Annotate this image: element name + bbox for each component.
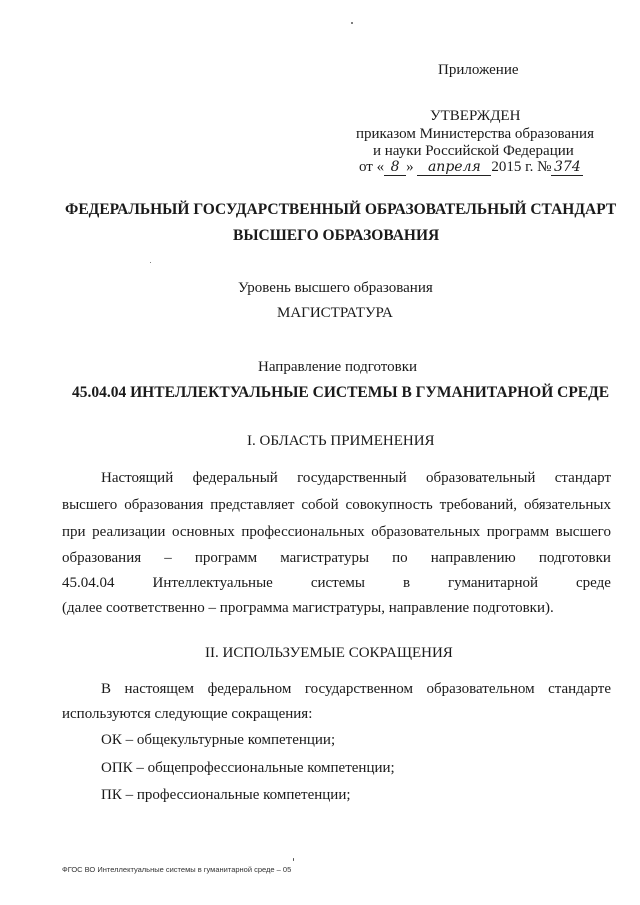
scan-speck [351,22,353,24]
word: стандарт [554,470,611,486]
date-mid: » [406,159,414,175]
section-1-line-6: (далее соответственно – программа магистратуры, направление подготовки). [62,600,554,616]
order-line-2: и науки Российской Федерации [373,143,574,159]
word: собой [301,497,339,513]
word: требований, [439,497,518,513]
word: подготовки [538,550,611,566]
scan-speck [293,858,294,861]
word: Интеллектуальные [152,575,273,591]
word: системы [310,575,365,591]
word: государственный [297,470,407,486]
order-number-handwritten: 374 [551,160,583,176]
word: совокупность [345,497,433,513]
page-footer: ФГОС ВО Интеллектуальные системы в гуманитарной среде – 05 [62,865,292,874]
level-label: Уровень высшего образования [238,280,433,296]
word: представляет [210,497,295,513]
word: среде [576,575,611,591]
word: направлению [430,550,516,566]
word: – [164,550,172,566]
word: магистратуры [280,550,370,566]
date-prefix: от « [359,159,385,175]
section-1-line-1 [101,470,611,487]
word: стандарте [548,681,611,697]
word: образовательный [425,470,536,486]
word: государственном [304,681,413,697]
order-line-1: приказом Министерства образования [356,126,594,142]
word: В [101,681,112,697]
section-2-intro-line-2: используются следующие сокращения: [62,706,313,722]
word: программ [486,524,550,540]
word: федеральном [207,681,292,697]
abbreviation-item: ОК – общекультурные компетенции; [101,732,336,748]
word: настоящем [124,681,195,697]
word: высшего [62,497,118,513]
word: высшего [555,524,611,540]
document-title-line-2: ВЫСШЕГО ОБРАЗОВАНИЯ [233,227,440,244]
order-date [359,159,583,176]
abbreviation-item: ОПК – общепрофессиональные компетенции; [101,760,395,776]
scan-speck [150,262,151,263]
word: образовательном [426,681,535,697]
date-year: 2015 г. № [491,159,552,175]
word: образовательных [371,524,481,540]
word: программ [194,550,258,566]
approved-label: УТВЕРЖДЕН [430,108,521,124]
direction-value: 45.04.04 ИНТЕЛЛЕКТУАЛЬНЫЕ СИСТЕМЫ В ГУМАНИТАРНОЙ СРЕДЕ [72,384,610,401]
direction-label: Направление подготовки [258,359,418,375]
word: по [392,550,408,566]
date-day-handwritten: 8 [384,160,406,176]
section-1-line-2 [62,497,611,514]
section-1-line-5 [62,575,611,592]
section-1-line-3 [62,524,611,541]
appendix-label: Приложение [438,62,519,78]
level-value: МАГИСТРАТУРА [277,305,393,321]
word: 45.04.04 [62,575,115,591]
word: гуманитарной [448,575,539,591]
section-2-heading: II. ИСПОЛЬЗУЕМЫЕ СОКРАЩЕНИЯ [205,645,453,661]
word: обязательных [523,497,611,513]
document-title-line-1: ФЕДЕРАЛЬНЫЙ ГОСУДАРСТВЕННЫЙ ОБРАЗОВАТЕЛЬНЫЙ СТАНДАРТ [65,201,617,218]
word: в [402,575,411,591]
word: при [62,524,86,540]
word: Настоящий [101,470,174,486]
section-1-line-4 [62,550,611,567]
section-2-intro-line-1 [101,681,611,698]
word: профессиональных [241,524,365,540]
abbreviation-item: ПК – профессиональные компетенции; [101,787,351,803]
date-month-handwritten: апреля [417,160,491,176]
word: федеральный [192,470,278,486]
word: образования [124,497,204,513]
section-1-heading: I. ОБЛАСТЬ ПРИМЕНЕНИЯ [247,433,435,449]
word: образования [62,550,142,566]
word: реализации [92,524,166,540]
word: основных [172,524,235,540]
